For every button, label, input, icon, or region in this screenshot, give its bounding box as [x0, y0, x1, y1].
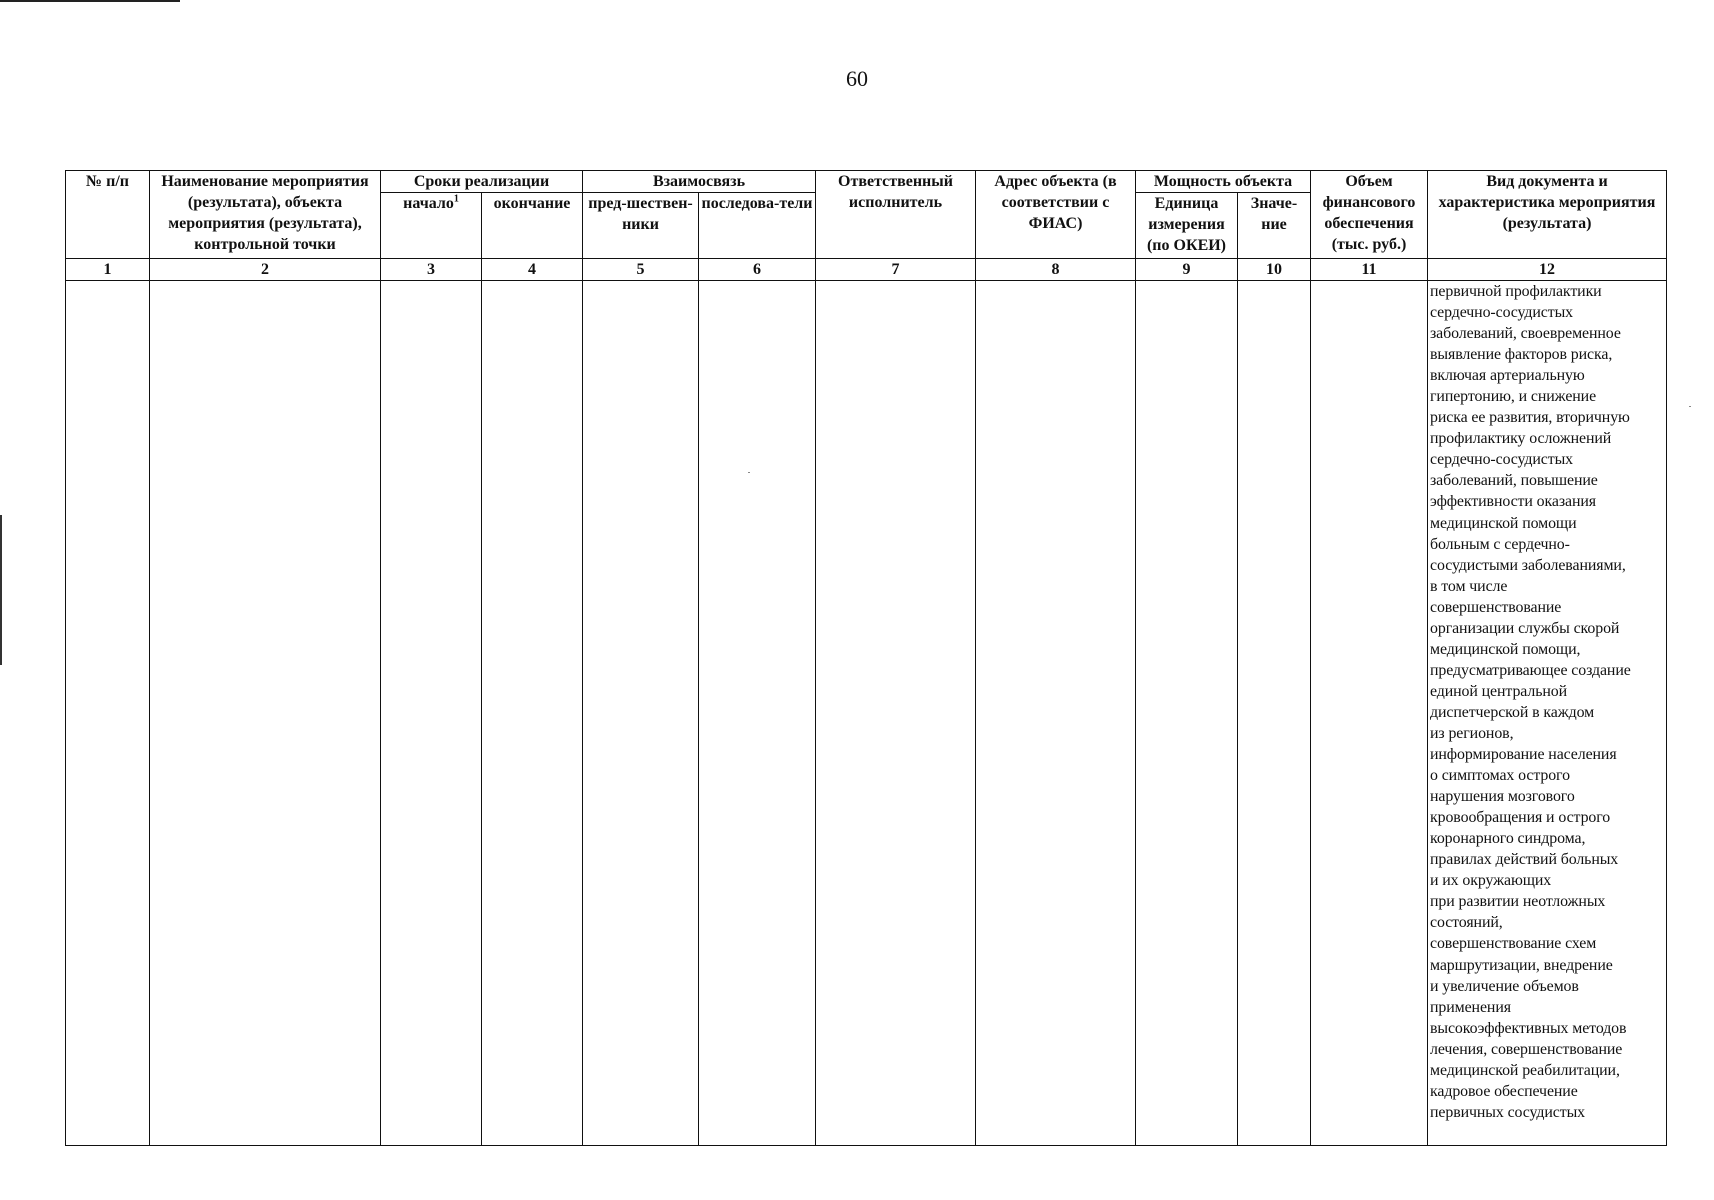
column-number: 2	[150, 259, 381, 281]
header-col-9: Единица измерения (по ОКЕИ)	[1136, 193, 1238, 259]
cell-col-8	[976, 281, 1136, 1146]
cell-col-6	[699, 281, 816, 1146]
column-number-row	[66, 259, 1667, 281]
cell-col-1	[66, 281, 150, 1146]
column-number: 12	[1428, 259, 1667, 281]
header-col-11: Объем финансового обеспечения (тыс. руб.)	[1311, 171, 1428, 259]
header-col-7: Ответственный исполнитель	[816, 171, 976, 259]
cell-col-5	[583, 281, 699, 1146]
column-number: 9	[1136, 259, 1238, 281]
page-number: 60	[846, 66, 868, 91]
cell-col-4	[482, 281, 583, 1146]
scan-speck	[1689, 406, 1691, 407]
column-number: 5	[583, 259, 699, 281]
column-number: 10	[1238, 259, 1311, 281]
header-group-terms: Сроки реализации	[381, 171, 583, 193]
column-number: 3	[381, 259, 482, 281]
header-col-6: последова-тели	[699, 193, 816, 259]
footnote-marker: 1	[453, 193, 459, 205]
cell-col-12-description: первичной профилактики сердечно-сосудистых заболеваний, своевременное выявление факторов риска, включая артериальную гипертонию, и снижение риска ее развития, вторичную профилактику осложнений сердечно-сосудистых заболеваний, повышение эффективности оказания медицинской помощи больным с сердечно- сосудистыми заболеваниями, в том числе совершенствование организации службы скорой медицинской помощи, предусматривающее создание единой центральной диспетчерской в каждом из регионов, информирование населения о симптомах острого нарушения мозгового кровообращения и острого коронарного синдрома, правилах действий больных и их окружающих при развитии неотложных состояний, совершенствование схем маршрутизации, внедрение и увеличение объемов применения высокоэффективных методов лечения, совершенствование медицинской реабилитации, кадровое обеспечение первичных сосудистых	[1428, 281, 1667, 1146]
column-number: 1	[66, 259, 150, 281]
cell-col-2	[150, 281, 381, 1146]
column-number: 7	[816, 259, 976, 281]
cell-col-10	[1238, 281, 1311, 1146]
header-col-3-label: начало	[403, 195, 454, 212]
header-col-1: № п/п	[66, 171, 150, 259]
header-col-10: Значе-ние	[1238, 193, 1311, 259]
header-group-links: Взаимосвязь	[583, 171, 816, 193]
scan-edge-mark	[0, 0, 180, 2]
table-row	[66, 281, 1667, 1146]
header-group-capacity: Мощность объекта	[1136, 171, 1311, 193]
column-number: 4	[482, 259, 583, 281]
column-number: 11	[1311, 259, 1428, 281]
header-row-1	[66, 171, 1667, 193]
activities-table	[65, 170, 1667, 1146]
cell-col-9	[1136, 281, 1238, 1146]
scan-speck	[748, 472, 750, 473]
header-col-4: окончание	[482, 193, 583, 259]
cell-col-11	[1311, 281, 1428, 1146]
column-number: 8	[976, 259, 1136, 281]
cell-col-3	[381, 281, 482, 1146]
header-col-5: пред-шествен-ники	[583, 193, 699, 259]
column-number: 6	[699, 259, 816, 281]
header-col-3	[381, 193, 482, 259]
header-col-2: Наименование мероприятия (результата), объекта мероприятия (результата), контрольной точки	[150, 171, 381, 259]
header-col-8: Адрес объекта (в соответствии с ФИАС)	[976, 171, 1136, 259]
header-col-12: Вид документа и характеристика мероприятия (результата)	[1428, 171, 1667, 259]
scan-edge-mark-left	[0, 515, 2, 665]
cell-col-7	[816, 281, 976, 1146]
